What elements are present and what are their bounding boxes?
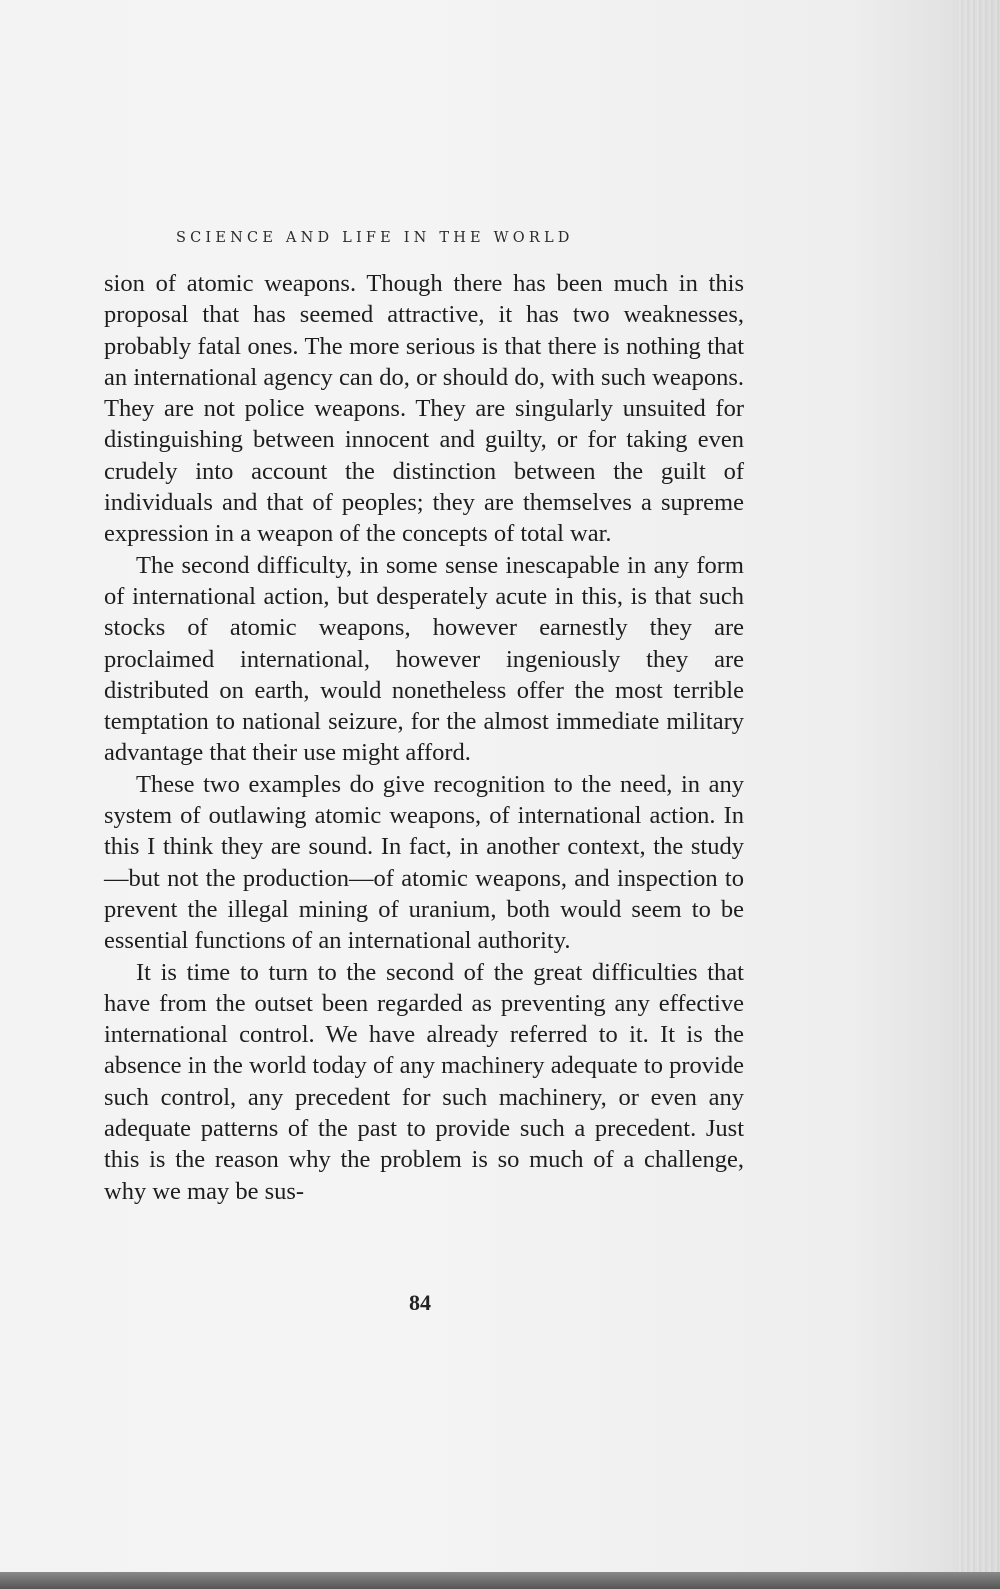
paragraph: It is time to turn to the second of the great difficulties that have from the outset been regarded as preventing any effective international control. We have already referred to it. It is the absence in the world today of any machinery adequate to provide such control, any precedent for such machinery, or even any adequate patterns of the past to provide such a precedent. Just this is the reason why the problem is so much of a challenge, why we may be sus- — [104, 958, 744, 1205]
page-number: 84 — [409, 1290, 431, 1315]
scan-bottom-border — [0, 1572, 1000, 1589]
body-text — [104, 268, 744, 1207]
paragraph: The second difficulty, in some sense inescapable in any form of international action, but desperately acute in this, is that such stocks of atomic weapons, however earnestly they are proclaimed international, however ingeniously they are distributed on earth, would nonetheless offer the most terrible temptation to national seizure, for the almost immediate military advantage that their use might afford. — [104, 551, 744, 767]
paragraph: sion of atomic weapons. Though there has been much in this proposal that has seemed attractive, it has two weaknesses, probably fatal ones. The more serious is that there is nothing that an international agency can do, or should do, with such weapons. They are not police weapons. They are singularly unsuited for distinguishing between innocent and guilty, or for taking even crudely into account the distinction between the guilt of individuals and that of peoples; they are themselves a supreme expression in a weapon of the concepts of total war. — [104, 270, 744, 548]
paragraph: These two examples do give recognition to the need, in any system of outlawing atomic weapons, of international action. In this I think they are sound. In fact, in another context, the study—but not the production—of atomic weapons, and inspection to prevent the illegal mining of uranium, both would seem to be essential functions of an international authority. — [104, 770, 744, 955]
running-head: SCIENCE AND LIFE IN THE WORLD — [176, 230, 574, 246]
page-edge-shadow — [958, 0, 1000, 1572]
